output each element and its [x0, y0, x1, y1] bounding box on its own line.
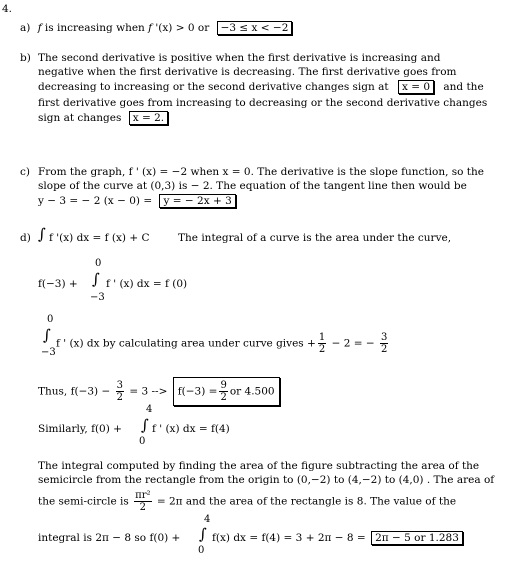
part-a	[20, 21, 292, 35]
integral-sign: ∫	[199, 525, 207, 543]
eq3-lower-limit: −3	[41, 347, 56, 358]
thus-text-a: Thus, f(−3) −	[38, 385, 111, 398]
fraction-pi-r-squared-over-2: $\frac{\text{πr²}}{2}$	[135, 490, 151, 513]
part-b-line3	[38, 80, 484, 94]
part-d-label: d)	[20, 232, 31, 244]
eq3-text-a: f ' (x) dx by calculating area under curve gives +	[56, 337, 316, 350]
thus-text-b: = 3 -->	[129, 385, 168, 398]
sim-text-b: f ' (x) dx = f(4)	[152, 423, 230, 435]
d-eq1-text: The integral of a curve is the area under the curve,	[178, 232, 452, 244]
fprime-symbol: f	[148, 22, 153, 34]
part-b-line3a: decreasing to increasing or the second derivative changes sign at	[38, 81, 389, 93]
f-symbol: f	[37, 22, 42, 34]
part-a-text1: is increasing when	[41, 22, 149, 34]
part-c-line3-text: y − 3 = − 2 (x − 0) =	[38, 195, 153, 207]
part-a-text2: '(x) > 0 or	[152, 22, 210, 34]
part-c-label: c)	[20, 166, 30, 178]
d-paragraph-line1: The integral computed by finding the area of the figure subtracting the area of the	[38, 460, 480, 472]
last-line-b	[212, 531, 463, 545]
part-c-answer-box: y = − 2x + 3	[159, 194, 235, 208]
part-b-line2: negative when the first derivative is decreasing. The first derivative goes from	[38, 66, 457, 78]
last-text-a: integral is 2π − 8 so f(0) +	[38, 532, 181, 544]
part-b-line5	[38, 111, 168, 125]
sim-upper-limit: 4	[146, 404, 153, 415]
sim-lower-limit: 0	[139, 436, 146, 447]
fraction-three-halves: $\frac{3}{2}$	[116, 380, 124, 403]
thus-line	[38, 377, 280, 406]
eq2-lower-limit: −3	[90, 292, 105, 303]
integral-sign: ∫	[38, 225, 46, 243]
last-lower-limit: 0	[198, 545, 205, 556]
part-b-line5-text: sign at changes	[38, 112, 122, 124]
integral-sign: ∫	[43, 326, 51, 344]
thus-answer-box: f(−3) = $\frac{9}{2}$ or 4.500	[173, 377, 280, 406]
eq3-text-b: − 2 = −	[331, 337, 375, 350]
problem-number: 4.	[2, 3, 13, 15]
eq2-left: f(−3) +	[38, 278, 78, 290]
p3-text-a: the semi-circle is	[38, 495, 129, 508]
final-answer-box: 2π − 5 or 1.283	[371, 531, 463, 545]
fraction-three-halves: $\frac{3}{2}$	[381, 332, 388, 355]
d-paragraph-line3	[38, 490, 456, 513]
part-b-label: b)	[20, 52, 31, 64]
part-c-line3	[38, 194, 236, 208]
p3-text-b: = 2π and the area of the rectangle is 8. The value of the	[156, 495, 457, 508]
eq3	[56, 332, 390, 355]
part-b-line4: first derivative goes from increasing to decreasing or the second derivative changes	[38, 97, 488, 109]
part-b-answer2-box: x = 2.	[129, 111, 168, 125]
last-text-b: f(x) dx = f(4) = 3 + 2π − 8 =	[212, 532, 366, 544]
part-a-answer-box: −3 ≤ x < −2	[217, 21, 293, 35]
part-b-answer1-box: x = 0	[398, 80, 434, 94]
d-eq1: f '(x) dx = f (x) + C	[49, 232, 150, 244]
fraction-nine-halves: $\frac{9}{2}$	[220, 380, 227, 403]
integral-sign: ∫	[141, 416, 149, 434]
eq3-upper-limit: 0	[47, 314, 54, 325]
fraction-one-half: $\frac{1}{2}$	[318, 332, 326, 355]
part-a-label: a)	[20, 22, 31, 34]
eq2-right: f ' (x) dx = f (0)	[106, 278, 188, 290]
part-b-line3b: and the	[443, 81, 484, 93]
part-c-line2: slope of the curve at (0,3) is − 2. The equation of the tangent line then would be	[38, 180, 467, 192]
part-b-line1: The second derivative is positive when the first derivative is increasing and	[38, 52, 441, 64]
eq2-upper-limit: 0	[95, 258, 102, 269]
part-c-line1: From the graph, f ' (x) = −2 when x = 0. The derivative is the slope function, so the	[38, 166, 484, 178]
sim-text-a: Similarly, f(0) +	[38, 423, 122, 435]
integral-sign: ∫	[92, 270, 100, 288]
last-upper-limit: 4	[204, 514, 211, 525]
d-paragraph-line2: semicircle from the rectangle from the origin to (0,−2) to (4,−2) to (4,0) . The area of	[38, 474, 495, 486]
